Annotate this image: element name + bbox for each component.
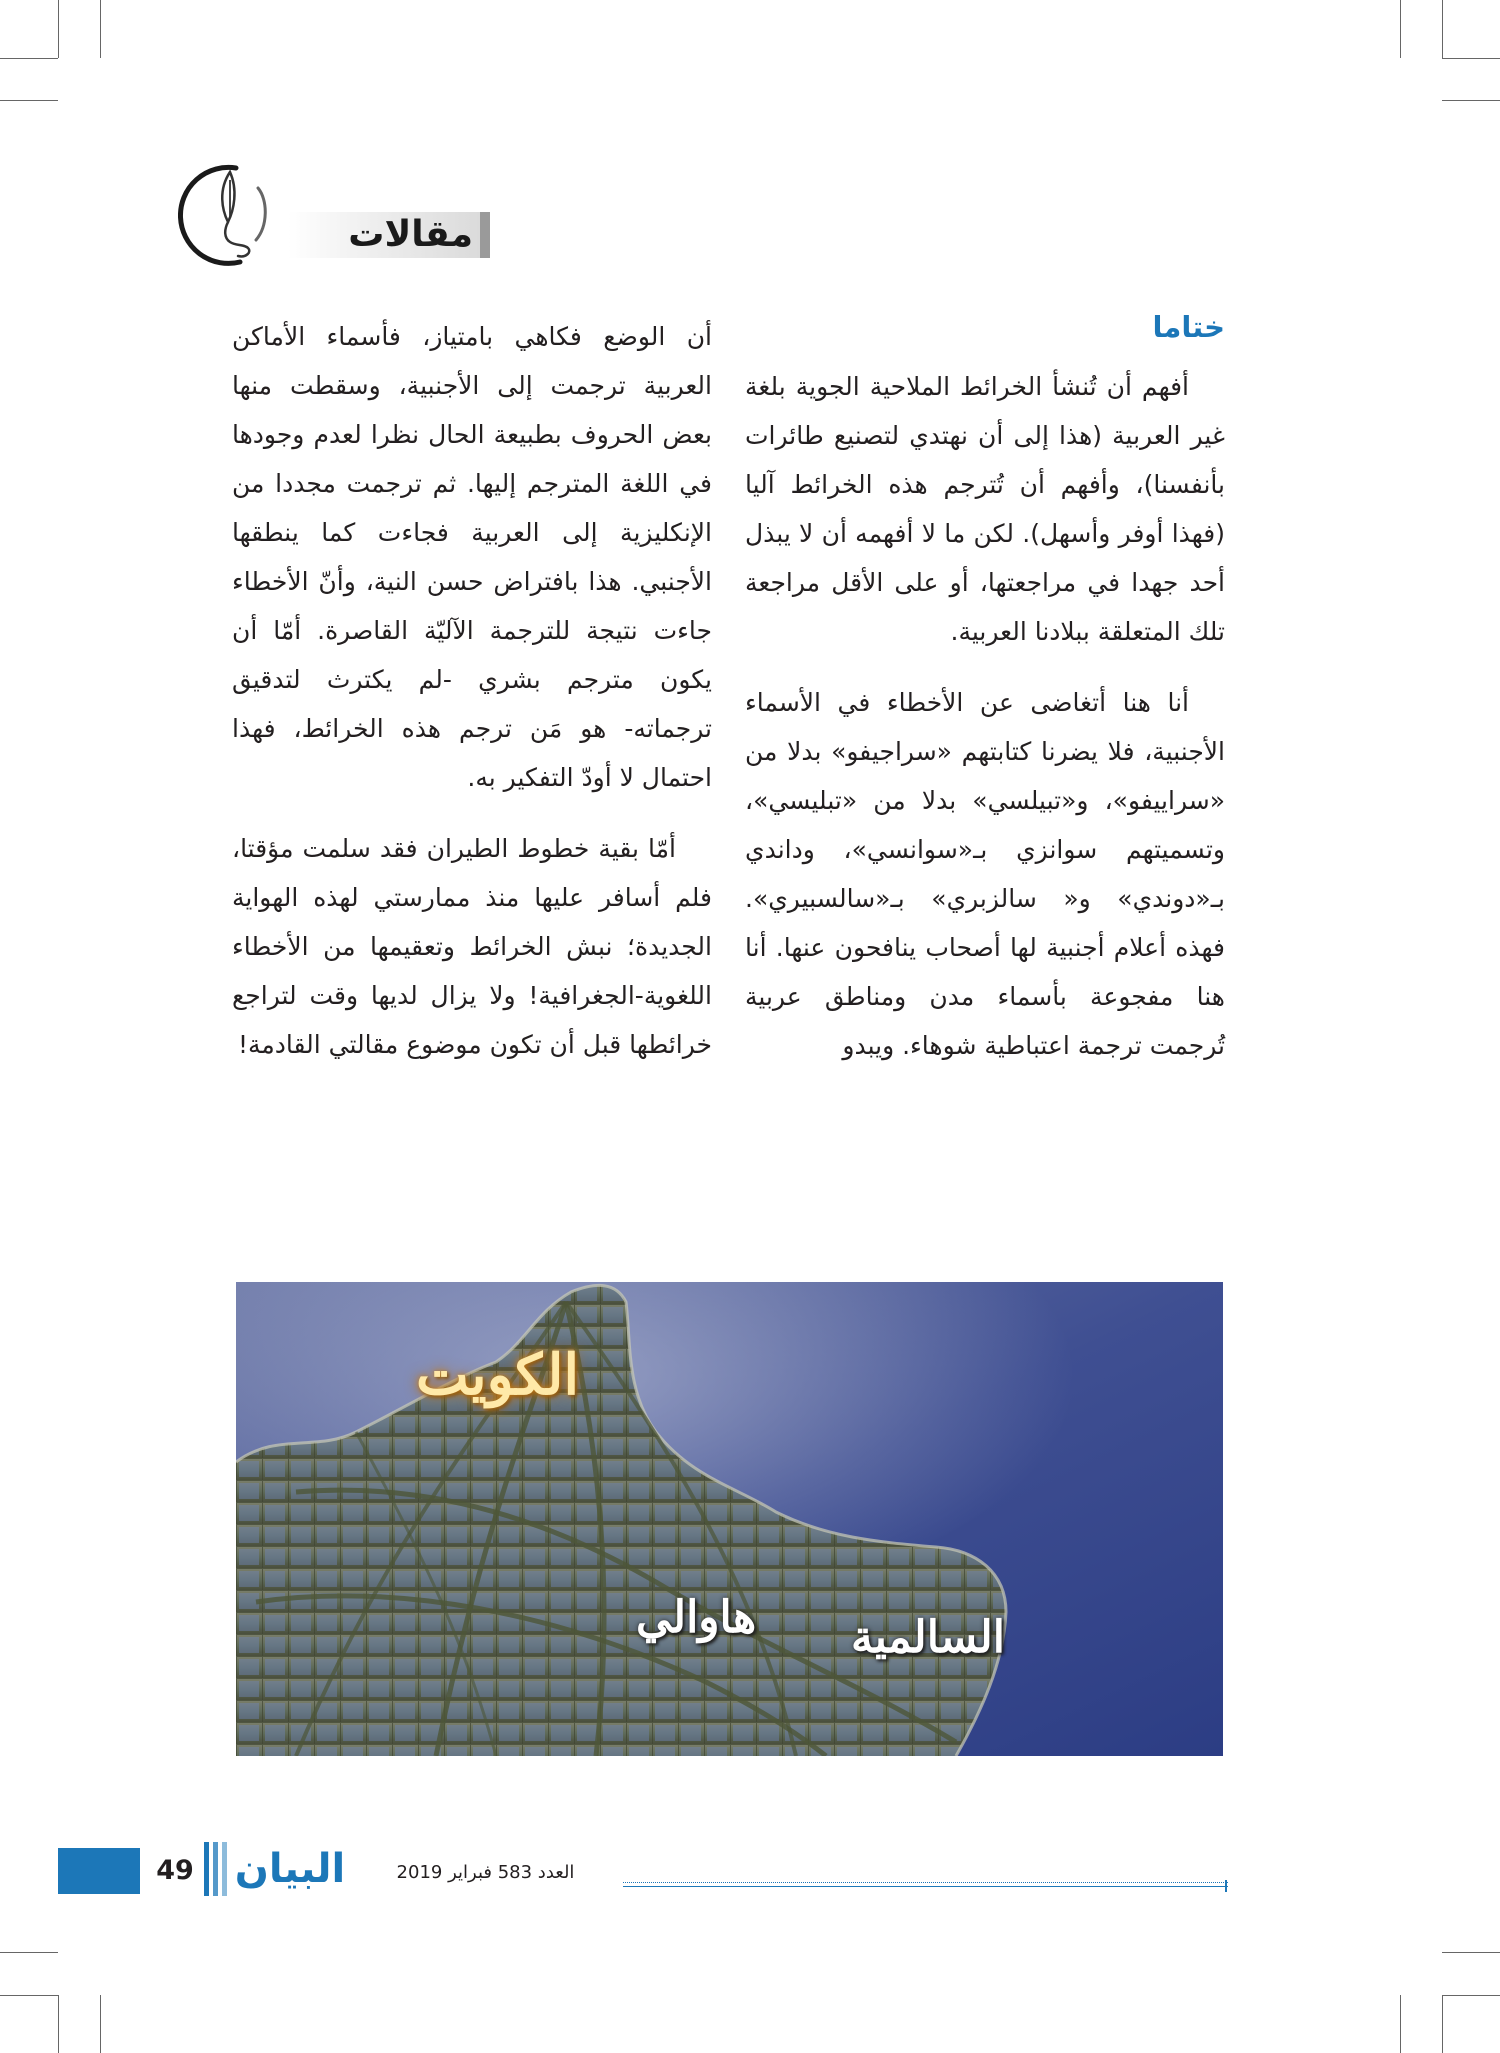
section-label: مقالات — [348, 214, 473, 255]
crop-mark — [1442, 1952, 1500, 1953]
article-right-column — [745, 362, 1225, 1070]
article-paragraph — [232, 312, 712, 802]
footer-divider-bars — [200, 1842, 230, 1896]
article-heading: ختاما — [1152, 310, 1225, 344]
footer-rule-end — [1225, 1880, 1227, 1892]
crop-mark — [1400, 0, 1401, 58]
crop-mark — [1442, 0, 1443, 58]
crop-mark — [0, 1995, 58, 1996]
crop-mark — [100, 1995, 101, 2053]
article-paragraph — [745, 362, 1225, 656]
map-label-salmiya: السالمية — [851, 1612, 1005, 1663]
issue-info: العدد 583 فبراير 2019 — [396, 1862, 575, 1883]
crop-mark — [58, 1995, 59, 2053]
crop-mark — [0, 100, 58, 101]
crop-mark — [1442, 58, 1500, 59]
section-label-bar-edge — [480, 212, 490, 258]
crop-mark — [0, 58, 58, 59]
footer-color-block — [58, 1848, 140, 1894]
article-paragraph-text: أنا هنا أتغاضى عن الأخطاء في الأسماء الأجنبية، فلا يضرنا كتابتهم «سراجيفو» بدلا من «سراييفو»، و«تبيلسي» بدلا من «تبليسي»، وتسميتهم سوانزي بـ«سوانسي»، وداندي بـ«دوندي» و« سالزبري» بـ«سالسبيري». فهذه أعلام أجنبية لها أصحاب ينافحون عنها. أنا هنا مفجوعة بأسماء مدن ومناطق عربية تُرجمت ترجمة اعتباطية شوهاء. ويبدو — [745, 688, 1225, 1060]
crop-mark — [1442, 1995, 1443, 2053]
article-paragraph — [232, 824, 712, 1069]
crop-mark — [58, 0, 59, 58]
crop-mark — [1442, 1995, 1500, 1996]
crop-mark — [100, 0, 101, 58]
crop-mark — [0, 1952, 58, 1953]
section-header — [178, 160, 498, 280]
quill-pen-logo-icon — [178, 160, 288, 270]
page-footer — [58, 1840, 1228, 1900]
map-satellite-image — [236, 1282, 1223, 1756]
article-paragraph-text: أمّا بقية خطوط الطيران فقد سلمت مؤقتا، فلم أسافر عليها منذ ممارستي لهذه الهواية الجديدة؛ نبش الخرائط وتعقيمها من الأخطاء اللغوية-الجغرافية! ولا يزال لديها وقت لتراجع خرائطها قبل أن تكون موضوع مقالتي القادمة! — [232, 834, 712, 1059]
article-paragraph — [745, 678, 1225, 1070]
map-photo — [236, 1282, 1223, 1756]
footer-rule-dotted — [623, 1882, 1228, 1884]
article-paragraph-text: أفهم أن تُنشأ الخرائط الملاحية الجوية بلغة غير العربية (هذا إلى أن نهتدي لتصنيع طائرات بأنفسنا)، وأفهم أن تُترجم هذه الخرائط آليا (فهذا أوفر وأسهل). لكن ما لا أفهمه أن لا يبذل أحد جهدا في مراجعتها، أو على الأقل مراجعة تلك المتعلقة ببلادنا العربية. — [745, 372, 1225, 646]
article-left-column — [232, 312, 712, 1069]
crop-mark — [1400, 1995, 1401, 2053]
footer-rule — [623, 1886, 1228, 1887]
page-number: 49 — [156, 1855, 194, 1886]
crop-mark — [1442, 100, 1500, 101]
article-paragraph-text: أن الوضع فكاهي بامتياز، فأسماء الأماكن العربية ترجمت إلى الأجنبية، وسقطت منها بعض الحروف بطبيعة الحال نظرا لعدم وجودها في اللغة المترجم إليها. ثم ترجمت مجددا من الإنكليزية إلى العربية فجاءت كما ينطقها الأجنبي. هذا بافتراض حسن النية، وأنّ الأخطاء جاءت نتيجة للترجمة الآليّة القاصرة. أمّا أن يكون مترجم بشري -لم يكترث لتدقيق ترجماته- هو مَن ترجم هذه الخرائط، فهذا احتمال لا أودّ التفكير به. — [232, 322, 712, 792]
magazine-logo: البيان — [234, 1846, 346, 1892]
map-label-kuwait: الكويت — [416, 1342, 580, 1408]
map-label-hawalli: هاوالي — [636, 1592, 757, 1643]
